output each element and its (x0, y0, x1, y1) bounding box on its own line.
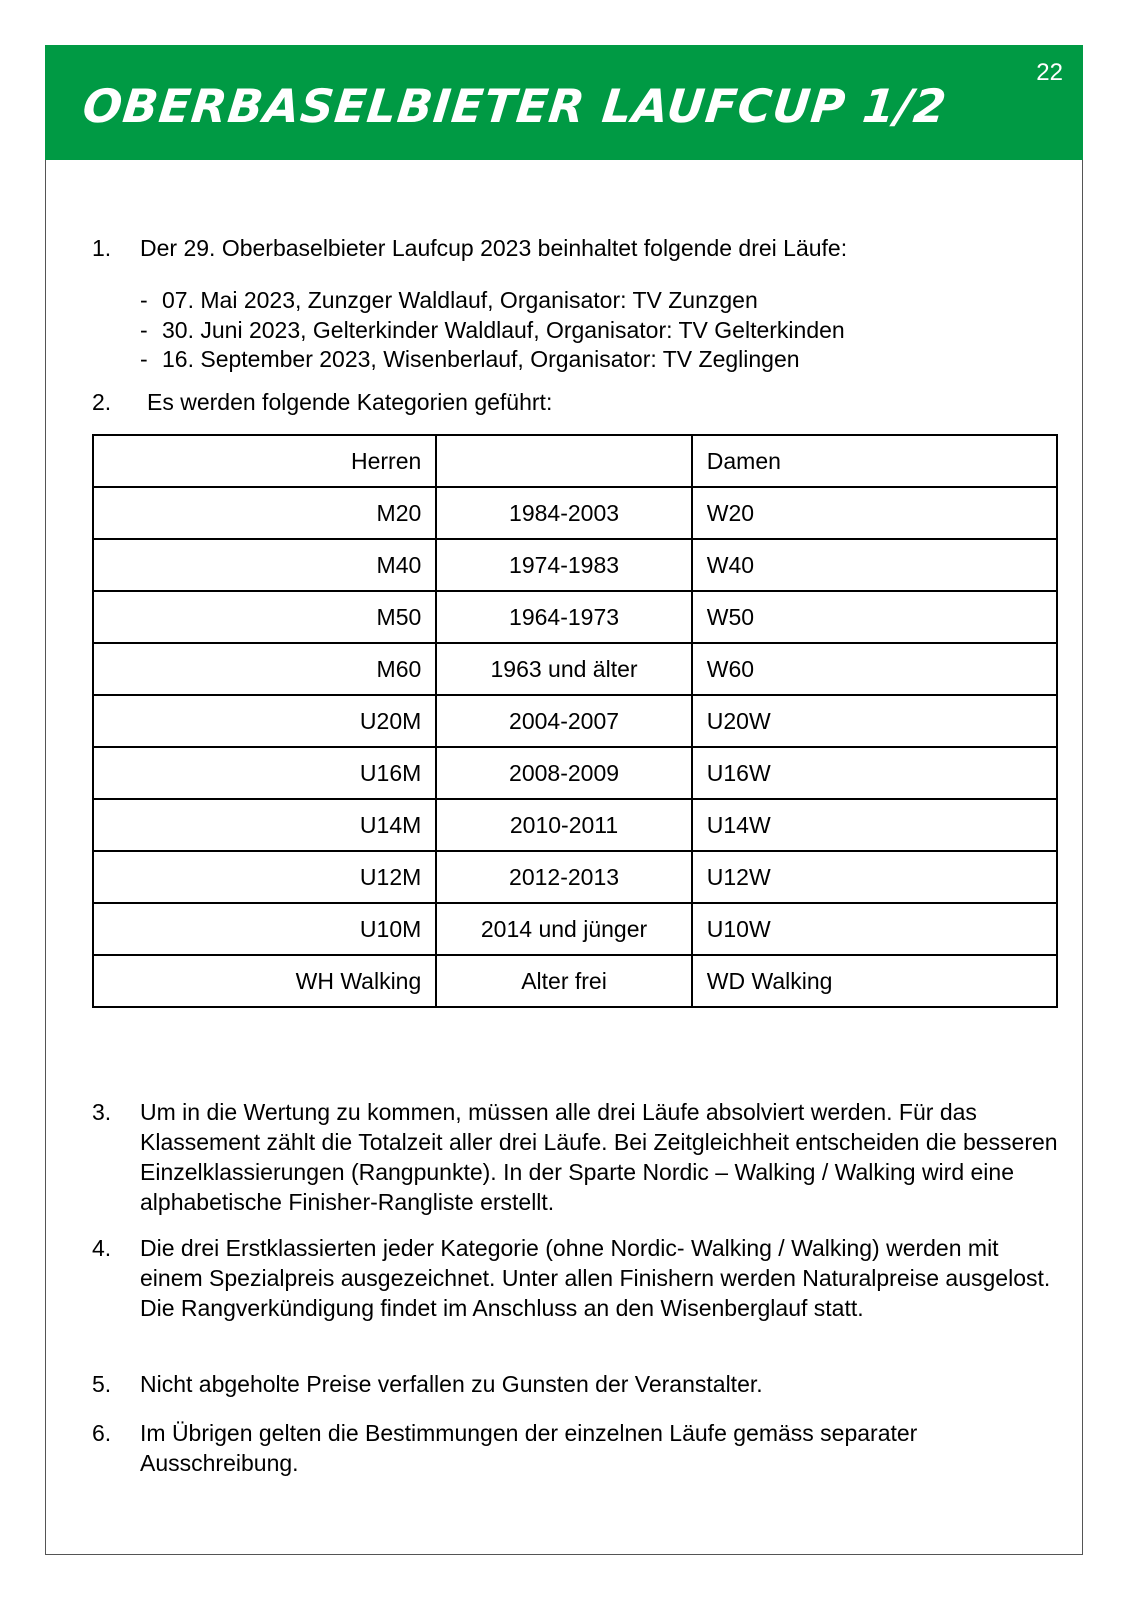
race-item: - 16. September 2023, Wisenberlauf, Organisator: TV Zeglingen (140, 346, 800, 372)
women-category: W60 (692, 643, 1057, 695)
men-category: M60 (93, 643, 436, 695)
item-number: 4. (92, 1235, 112, 1261)
item-number: 1. (92, 235, 112, 261)
item-number: 6. (92, 1420, 112, 1446)
list-item-5 (92, 1369, 1062, 1399)
category-table (92, 434, 1058, 1008)
list-item-6 (92, 1418, 1062, 1478)
item-text: Es werden folgende Kategorien geführt: (147, 389, 553, 415)
item-text: Um in die Wertung zu kommen, müssen alle drei Läufe absolviert werden. Für das Klassement zählt die Totalzeit aller drei Läufe. Bei Zeitgleichheit entscheiden die besseren Einzelklassierungen (Rangpunkte). In der Sparte Nordic – Walking / Walking wird eine alphabetische Finisher-Rangliste erstellt. (140, 1099, 1058, 1215)
women-category: U16W (692, 747, 1057, 799)
race-item: - 07. Mai 2023, Zunzger Waldlauf, Organisator: TV Zunzgen (140, 287, 758, 313)
men-category: U16M (93, 747, 436, 799)
birth-years: 1984-2003 (436, 487, 692, 539)
table-row (93, 695, 1057, 747)
item-number: 3. (92, 1099, 112, 1125)
table-row (93, 539, 1057, 591)
table-row (93, 851, 1057, 903)
birth-years: 2008-2009 (436, 747, 692, 799)
men-category: U10M (93, 903, 436, 955)
men-category: M40 (93, 539, 436, 591)
men-category: M50 (93, 591, 436, 643)
race-text: 07. Mai 2023, Zunzger Waldlauf, Organisator: TV Zunzgen (162, 287, 758, 313)
women-category: U10W (692, 903, 1057, 955)
table-row (93, 747, 1057, 799)
birth-years: 2004-2007 (436, 695, 692, 747)
page-number: 22 (1036, 59, 1063, 86)
header-cell-herren: Herren (93, 435, 436, 487)
page-title: OBERBASELBIETER LAUFCUP 1/2 (80, 79, 950, 133)
women-category: U14W (692, 799, 1057, 851)
item-text: Nicht abgeholte Preise verfallen zu Gunsten der Veranstalter. (140, 1371, 763, 1397)
birth-years: 2012-2013 (436, 851, 692, 903)
women-category: U12W (692, 851, 1057, 903)
list-item-2 (92, 387, 1062, 417)
birth-years: 1963 und älter (436, 643, 692, 695)
women-category: U20W (692, 695, 1057, 747)
list-item-1 (92, 233, 1062, 263)
women-category: WD Walking (692, 955, 1057, 1007)
table-row (93, 591, 1057, 643)
women-category: W20 (692, 487, 1057, 539)
men-category: U20M (93, 695, 436, 747)
birth-years: 2014 und jünger (436, 903, 692, 955)
item-text: Im Übrigen gelten die Bestimmungen der einzelnen Läufe gemäss separater Ausschreibung. (140, 1420, 918, 1476)
race-list (140, 286, 845, 375)
women-category: W40 (692, 539, 1057, 591)
table-row (93, 955, 1057, 1007)
header-band (45, 45, 1083, 160)
race-text: 16. September 2023, Wisenberlauf, Organisator: TV Zeglingen (162, 346, 800, 372)
birth-years: 2010-2011 (436, 799, 692, 851)
birth-years: 1974-1983 (436, 539, 692, 591)
item-number: 2. (92, 389, 112, 415)
birth-years: Alter frei (436, 955, 692, 1007)
table-row (93, 487, 1057, 539)
men-category: U14M (93, 799, 436, 851)
item-text: Die drei Erstklassierten jeder Kategorie (ohne Nordic- Walking / Walking) werden mit einem Spezialpreis ausgezeichnet. Unter allen Finishern werden Naturalpreise ausgelost. Die Rangverkündigung findet im Anschluss an den Wisenberglauf statt. (140, 1235, 1051, 1321)
item-text: Der 29. Oberbaselbieter Laufcup 2023 beinhaltet folgende drei Läufe: (140, 235, 848, 261)
women-category: W50 (692, 591, 1057, 643)
table-row (93, 643, 1057, 695)
list-item-3 (92, 1097, 1062, 1217)
race-item: - 30. Juni 2023, Gelterkinder Waldlauf, Organisator: TV Gelterkinden (140, 316, 845, 343)
men-category: U12M (93, 851, 436, 903)
item-number: 5. (92, 1371, 112, 1397)
list-item-4 (92, 1233, 1062, 1323)
race-text: 30. Juni 2023, Gelterkinder Waldlauf, Organisator: TV Gelterkinden (162, 316, 845, 343)
table-row (93, 903, 1057, 955)
header-cell-years (436, 435, 692, 487)
birth-years: 1964-1973 (436, 591, 692, 643)
men-category: M20 (93, 487, 436, 539)
header-cell-damen: Damen (692, 435, 1057, 487)
table-row (93, 799, 1057, 851)
men-category: WH Walking (93, 955, 436, 1007)
table-header-row (93, 435, 1057, 487)
